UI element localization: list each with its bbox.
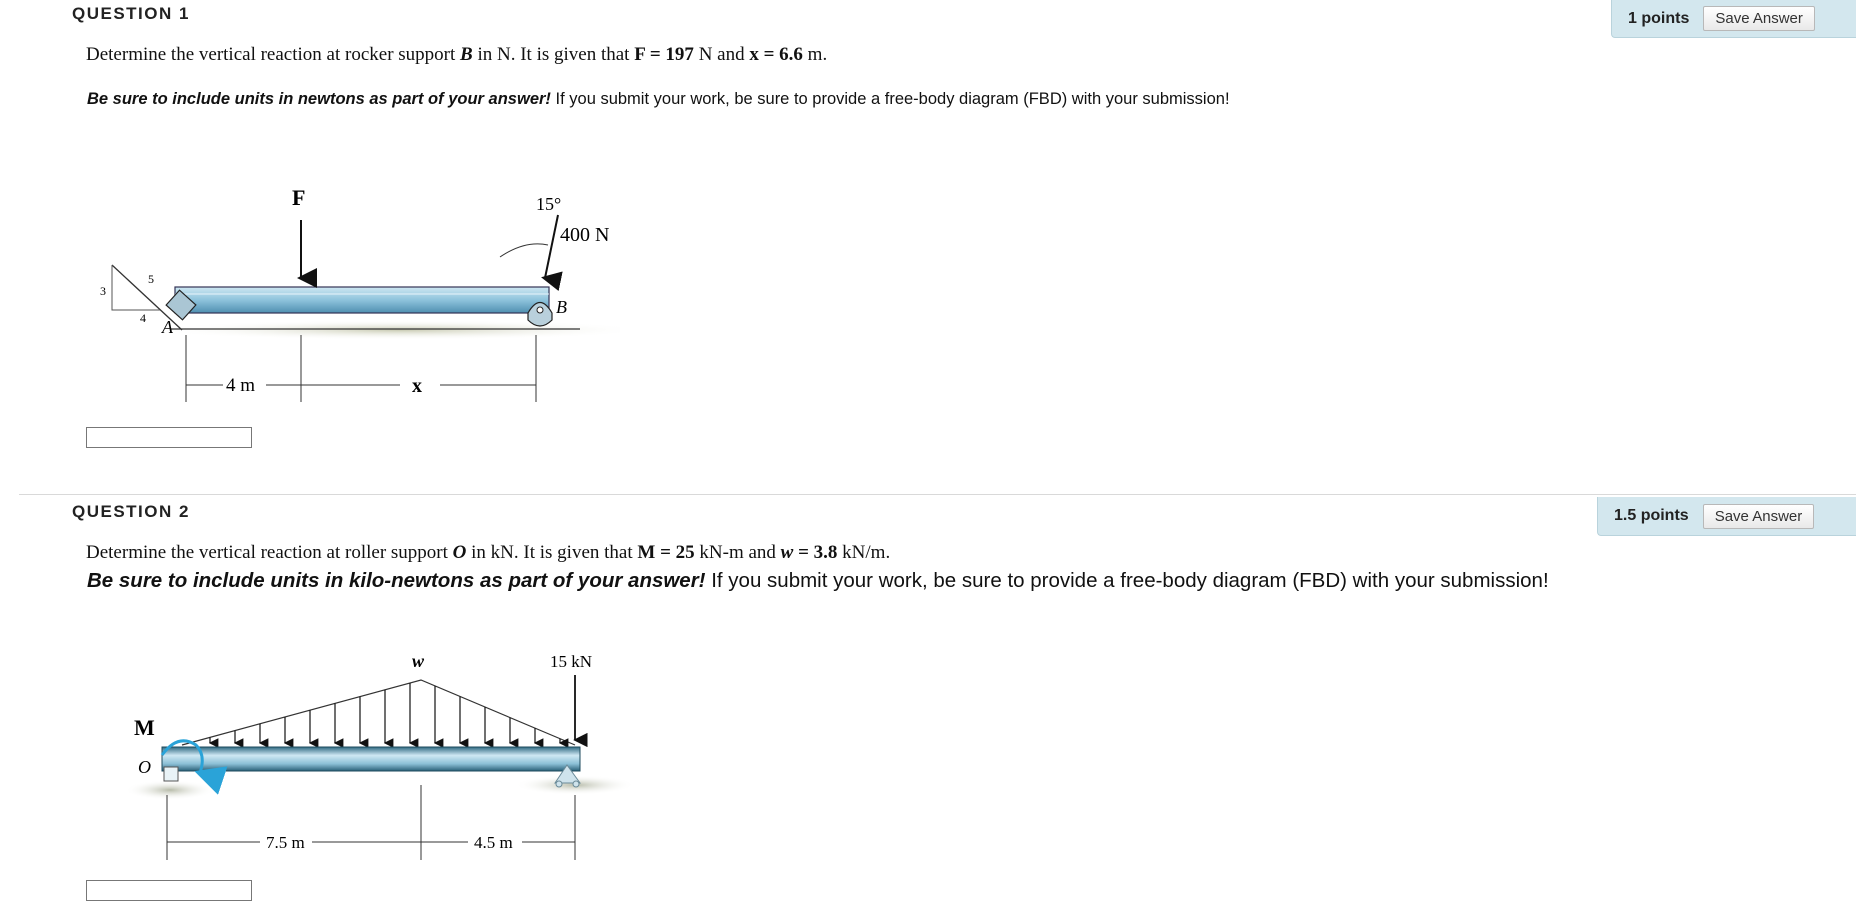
q1-slope-4: 4	[140, 311, 146, 325]
question-1-prompt	[86, 44, 827, 66]
question-2-points-panel	[1597, 497, 1856, 536]
question-2-prompt	[86, 542, 890, 564]
q2-distributed-load-outline	[182, 680, 575, 745]
q1-dim-x: x	[412, 375, 422, 397]
question-1-answer-input[interactable]	[86, 427, 252, 448]
q2-distributed-load-arrows	[210, 683, 560, 743]
question-2-points: 1.5 points	[1614, 507, 1689, 524]
q1-support-b-pin	[537, 307, 543, 313]
q2-value-w: = 3.8	[793, 542, 838, 563]
question-2-title: QUESTION 2	[72, 502, 190, 521]
q1-value-f: = 197	[645, 44, 694, 65]
q2-roller-wheel-1	[556, 781, 562, 787]
q2-instruction-text: If you submit your work, be sure to provide a free-body diagram (FBD) with your submission!	[711, 569, 1549, 592]
question-1-instructions	[87, 90, 1230, 109]
q2-support-o	[164, 767, 178, 781]
q2-label-o: O	[138, 757, 151, 777]
q2-var-m: M	[637, 542, 656, 563]
q1-slope-5: 5	[148, 272, 154, 286]
q2-label-m: M	[134, 715, 155, 740]
q2-beam	[162, 747, 580, 771]
q2-value-m: = 25	[655, 542, 695, 563]
q2-prompt-text-1: Determine the vertical reaction at roller support	[86, 542, 448, 563]
question-1-title: QUESTION 1	[72, 4, 190, 23]
q1-instruction-emphasis: Be sure to include units in newtons as part of your answer!	[87, 90, 551, 108]
q1-var-b: B	[460, 44, 473, 65]
question-2-answer-input[interactable]	[86, 880, 252, 901]
q1-slope-3: 3	[100, 284, 106, 298]
q2-shadow-left	[125, 780, 215, 800]
q2-label-15kn: 15 kN	[550, 652, 593, 671]
q2-label-w: w	[412, 651, 425, 671]
q1-label-b: B	[556, 297, 567, 317]
q1-beam	[175, 287, 549, 313]
q2-instruction-emphasis: Be sure to include units in kilo-newtons as part of your answer!	[87, 569, 706, 592]
q2-unit-w: kN/m.	[842, 542, 891, 563]
q1-label-400n: 400 N	[560, 224, 610, 246]
q2-prompt-text-2: in kN. It is given that	[471, 542, 633, 563]
q2-roller-wheel-2	[573, 781, 579, 787]
q1-unit-f: N and	[698, 44, 745, 65]
q1-var-f: F	[634, 44, 646, 65]
q1-label-angle: 15°	[536, 194, 562, 214]
question-2-figure	[120, 645, 640, 865]
question-1-points: 1 points	[1628, 9, 1690, 27]
q2-unit-m: kN-m and	[699, 542, 776, 563]
q1-load-400-arrow	[545, 215, 558, 278]
q1-label-f: F	[292, 185, 306, 210]
question-1-figure	[100, 180, 620, 410]
q2-dim-75: 7.5 m	[266, 833, 305, 852]
question-1-save-button[interactable]: Save Answer	[1703, 6, 1815, 31]
q1-angle-arc	[500, 244, 548, 257]
q1-var-x: x	[749, 44, 759, 65]
question-2-save-button[interactable]: Save Answer	[1703, 504, 1815, 529]
q1-prompt-text-1: Determine the vertical reaction at rocker support	[86, 44, 456, 65]
q1-label-a: A	[162, 317, 173, 337]
q2-dim-45: 4.5 m	[474, 833, 513, 852]
question-1-points-panel	[1611, 0, 1856, 38]
q2-var-o: O	[452, 542, 467, 563]
q2-var-w: w	[780, 542, 794, 563]
q1-prompt-text-2: in N. It is given that	[477, 44, 630, 65]
q1-instruction-text: If you submit your work, be sure to provide a free-body diagram (FBD) with your submission!	[555, 90, 1230, 108]
q1-value-x: = 6.6	[758, 44, 803, 65]
q1-dim-4m: 4 m	[226, 375, 256, 396]
q1-unit-x: m.	[807, 44, 828, 65]
question-2-instructions	[87, 569, 1549, 593]
question-divider	[19, 494, 1856, 495]
